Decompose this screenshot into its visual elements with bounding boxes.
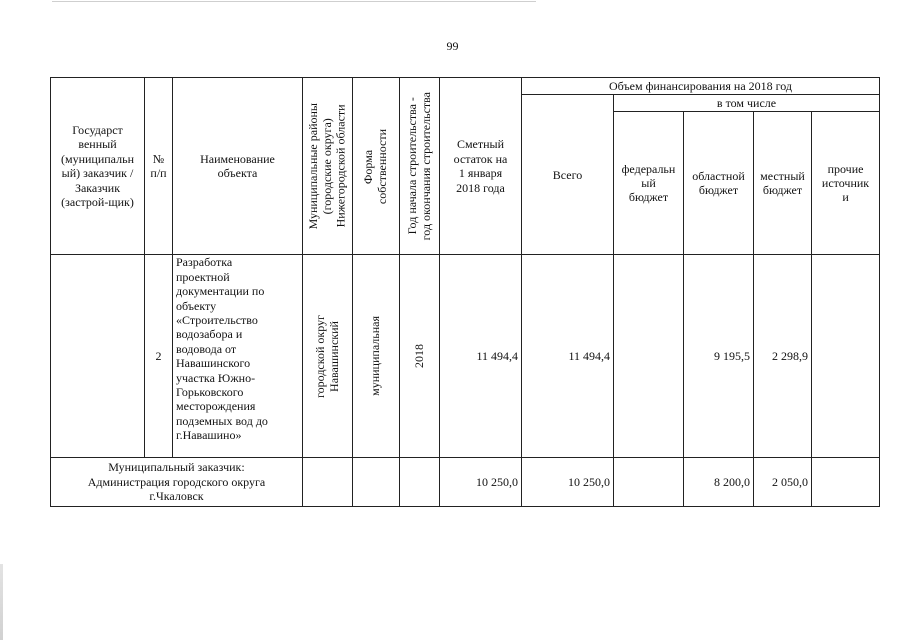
header-object-name: Наименование объекта [173, 78, 303, 255]
cell-years-text: 2018 [411, 344, 426, 369]
header-districts-text: Муниципальные районы (городские округа) Нижегородской области [305, 102, 348, 230]
cell-ownership [353, 255, 400, 457]
header-other: прочие источник и [812, 112, 880, 255]
header-ownership-text: Форма собственности [361, 128, 389, 204]
summary-row [51, 457, 880, 506]
cell-ownership-text: муниципальная [368, 316, 383, 397]
summary-cell-years [400, 457, 440, 506]
summary-customer-label: Муниципальный заказчик: Администрация городского округа г.Чкаловск [51, 457, 303, 506]
header-ownership [353, 78, 400, 255]
header-total: Всего [522, 95, 614, 255]
summary-cell-regional: 8 200,0 [684, 457, 754, 506]
summary-cell-other [812, 457, 880, 506]
cell-local: 2 298,9 [754, 255, 812, 457]
header-years [400, 78, 440, 255]
page-number: 99 [446, 39, 459, 53]
cell-federal [614, 255, 684, 457]
summary-cell-estimate: 10 250,0 [440, 457, 522, 506]
cell-total: 11 494,4 [522, 255, 614, 457]
financing-table [50, 77, 880, 507]
header-years-text: Год начала строительства - год окончания строительства [404, 92, 433, 241]
header-local: местный бюджет [754, 112, 812, 255]
header-estimate: Сметный остаток на 1 января 2018 года [440, 78, 522, 255]
header-districts [303, 78, 353, 255]
cell-customer [51, 255, 145, 457]
summary-cell-federal [614, 457, 684, 506]
scan-margin-mark [0, 564, 3, 640]
summary-cell-local: 2 050,0 [754, 457, 812, 506]
summary-cell-total: 10 250,0 [522, 457, 614, 506]
cell-number: 2 [145, 255, 173, 457]
header-regional: областной бюджет [684, 112, 754, 255]
table-row [51, 255, 880, 457]
summary-cell-district [303, 457, 353, 506]
cell-object-name: Разработка проектной документации по объекту «Строительство водозабора и водовода от Навашинского участка Южно- Горьковского месторождения подземных вод до г.Навашино» [173, 255, 303, 457]
header-financing-group: Объем финансирования на 2018 год [522, 78, 880, 95]
header-number: № п/п [145, 78, 173, 255]
cell-estimate: 11 494,4 [440, 255, 522, 457]
summary-cell-ownership [353, 457, 400, 506]
cell-district [303, 255, 353, 457]
cell-years [400, 255, 440, 457]
cell-other [812, 255, 880, 457]
header-federal: федеральн ый бюджет [614, 112, 684, 255]
cell-regional: 9 195,5 [684, 255, 754, 457]
header-including: в том числе [614, 95, 880, 112]
header-customer: Государст венный (муниципальн ый) заказчик / Заказчик (застрой-щик) [51, 78, 145, 255]
cell-district-text: городской округ Навашинский [312, 314, 341, 398]
top-edge-rule [52, 1, 536, 2]
